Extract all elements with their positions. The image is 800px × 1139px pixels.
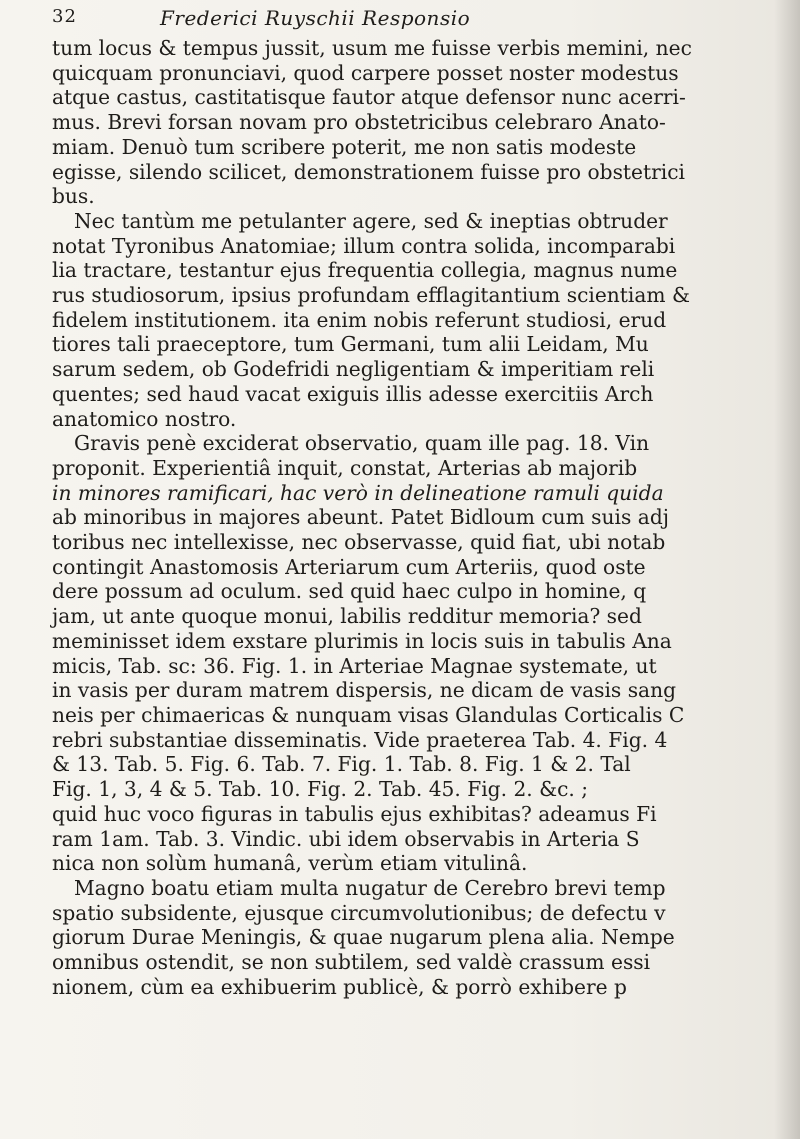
- text-line: egisse, silendo scilicet, demonstrationem fuisse pro obstetrici: [52, 159, 685, 184]
- text-line: neis per chimaericas & nunquam visas Glandulas Corticalis C: [52, 702, 685, 727]
- text-line: Gravis penè exciderat observatio, quam ille pag. 18. Vin: [74, 431, 650, 456]
- paragraph-1: [52, 36, 762, 209]
- text-line: ab minoribus in majores abeunt. Patet Bidloum cum suis adj: [52, 505, 669, 530]
- text-line: quid huc voco figuras in tabulis ejus exhibitas? adeamus Fi: [52, 801, 657, 826]
- text-line: nionem, cùm ea exhibuerim publicè, & porrò exhibere p: [52, 974, 627, 999]
- text-line: quicquam pronunciavi, quod carpere posset noster modestus: [52, 60, 679, 85]
- text-line: omnibus ostendit, se non subtilem, sed valdè crassum essi: [52, 950, 651, 975]
- text-line: Fig. 1, 3, 4 & 5. Tab. 10. Fig. 2. Tab. 45. Fig. 2. &c. ;: [52, 777, 589, 802]
- text-line: Magno boatu etiam multa nugatur de Cerebro brevi temp: [74, 875, 666, 900]
- text-line: jam, ut ante quoque monui, labilis redditur memoria? sed: [52, 604, 642, 629]
- text-line: anatomico nostro.: [52, 406, 237, 431]
- paragraph-4: [52, 876, 762, 1000]
- text-line: rus studiosorum, ipsius profundam efflagitantium scientiam &: [52, 283, 690, 308]
- text-line: rebri substantiae disseminatis. Vide praeterea Tab. 4. Fig. 4: [52, 727, 668, 752]
- text-line: quentes; sed haud vacat exiguis illis adesse exercitiis Arch: [52, 381, 654, 406]
- text-line: sarum sedem, ob Godefridi negligentiam & imperitiam reli: [52, 357, 655, 382]
- text-line: dere possum ad oculum. sed quid haec culpo in homine, q: [52, 579, 647, 604]
- text-line: giorum Durae Meningis, & quae nugarum plena alia. Nempe: [52, 925, 675, 950]
- text-line: notat Tyronibus Anatomiae; illum contra solida, incomparabi: [52, 233, 676, 258]
- text-line: in minores ramificari, hac verò in delineatione ramuli quida: [52, 480, 664, 505]
- text-line: spatio subsidente, ejusque circumvolutionibus; de defectu v: [52, 900, 666, 925]
- binding-shadow: [774, 0, 800, 1139]
- text-line: Nec tantùm me petulanter agere, sed & ineptias obtruder: [74, 208, 668, 233]
- page-body: [52, 36, 762, 999]
- paragraph-3: [52, 431, 762, 876]
- text-line: bus.: [52, 184, 95, 209]
- text-line: & 13. Tab. 5. Fig. 6. Tab. 7. Fig. 1. Tab. 8. Fig. 1 & 2. Tal: [52, 752, 631, 777]
- paragraph-2: [52, 209, 762, 431]
- text-line: atque castus, castitatisque fautor atque defensor nunc acerri-: [52, 85, 686, 110]
- text-line: nica non solùm humanâ, verùm etiam vitulinâ.: [52, 851, 528, 876]
- text-line: fidelem institutionem. ita enim nobis referunt studiosi, erud: [52, 307, 667, 332]
- text-line: proponit. Experientiâ inquit, constat, Arterias ab majorib: [52, 455, 638, 480]
- text-line: tiores tali praeceptore, tum Germani, tum alii Leidam, Mu: [52, 332, 649, 357]
- text-line: contingit Anastomosis Arteriarum cum Arteriis, quod oste: [52, 554, 646, 579]
- text-line: micis, Tab. sc: 36. Fig. 1. in Arteriae Magnae systemate, ut: [52, 653, 657, 678]
- text-line: meminisset idem exstare plurimis in locis suis in tabulis Ana: [52, 628, 672, 653]
- text-line: tum locus & tempus jussit, usum me fuisse verbis memini, nec: [52, 36, 692, 60]
- text-line: ram 1am. Tab. 3. Vindic. ubi idem observabis in Arteria S: [52, 826, 640, 851]
- text-line: toribus nec intellexisse, nec observasse, quid fiat, ubi notab: [52, 530, 666, 555]
- text-line: in vasis per duram matrem dispersis, ne dicam de vasis sang: [52, 678, 677, 703]
- text-line: mus. Brevi forsan novam pro obstetricibus celebraro Anato-: [52, 110, 666, 135]
- page-number: 32: [52, 6, 77, 27]
- running-title: Frederici Ruyschii Responsio: [160, 6, 471, 30]
- text-line: miam. Denuò tum scribere poterit, me non satis modeste: [52, 134, 637, 159]
- text-line: lia tractare, testantur ejus frequentia collegia, magnus nume: [52, 258, 678, 283]
- page-header: [52, 6, 760, 32]
